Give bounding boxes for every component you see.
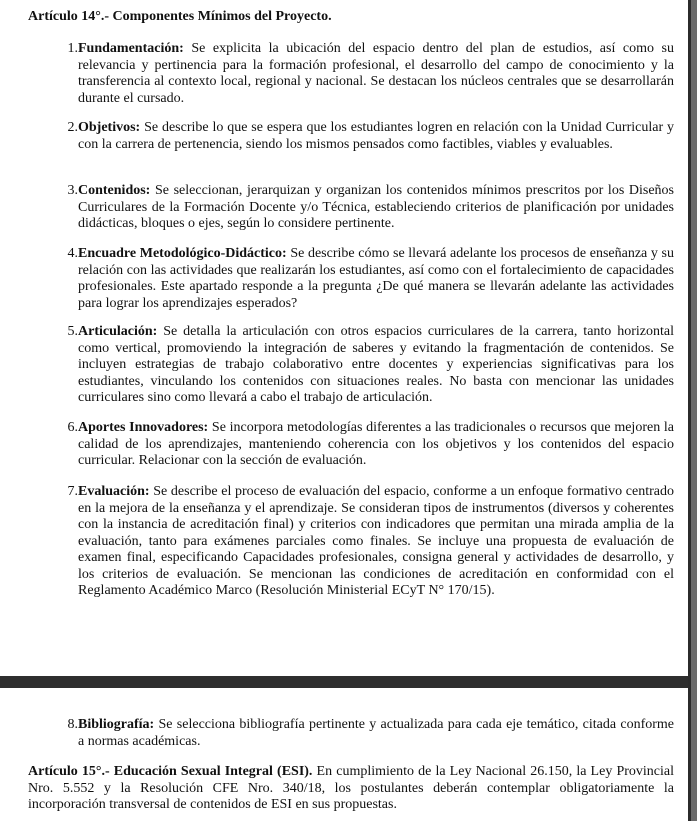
item-number: 6. (67, 420, 78, 435)
item-term: Fundamentación: (78, 41, 184, 56)
list-item-encuadre (58, 246, 674, 312)
viewer-right-edge (688, 0, 697, 821)
item-text: Se seleccionan, jerarquizan y organizan los contenidos mínimos prescritos por los Diseños Curriculares de la Formación Docente y/o Técnica, estableciendo criterios de planificación por unidades didácticas, bloques o ejes, según lo considere pertinente. (78, 183, 674, 231)
item-number: 5. (67, 324, 78, 339)
item-number: 4. (67, 246, 78, 261)
list-item-contenidos (58, 183, 674, 233)
page-sheet-lower (0, 688, 688, 821)
article-15-heading: Artículo 15°.- Educación Sexual Integral (ESI). (28, 764, 313, 779)
list-item-bibliografia (58, 717, 674, 750)
list-item-objetivos (58, 120, 674, 153)
page-break-divider (0, 676, 697, 688)
list-item-evaluacion (58, 484, 674, 600)
item-text: Se selecciona bibliografía pertinente y actualizada para cada eje temático, citada conforme a normas académicas. (78, 717, 674, 749)
article-15-paragraph (28, 764, 674, 814)
item-text: Se describe lo que se espera que los estudiantes logren en relación con la Unidad Curricular y con la carrera de pertenencia, siendo los mismos pensados como factibles, viables y evaluables. (78, 120, 674, 152)
list-item-fundamentacion (58, 41, 674, 107)
item-term: Bibliografía: (78, 717, 155, 732)
item-term: Encuadre Metodológico-Didáctico: (78, 246, 287, 261)
item-text: Se explicita la ubicación del espacio dentro del plan de estudios, así como su relevancia y pertinencia para la formación profesional, el desarrollo del campo de conocimiento y la transferencia al contexto local, regional y nacional. Se destacan los núcleos centrales que se desarrollarán durante el cursado. (78, 41, 674, 106)
item-number: 8. (67, 717, 78, 732)
item-number: 2. (67, 120, 78, 135)
item-number: 7. (67, 484, 78, 499)
item-term: Aportes Innovadores: (78, 420, 209, 435)
item-text: Se describe cómo se llevará adelante los procesos de enseñanza y su relación con las actividades que realizarán los estudiantes, así como con el fortalecimiento de capacidades profesionales. Este apartado responde a la pregunta ¿De qué manera se llevarán adelante las actividades para lograr los aprendizajes esperados? (78, 246, 674, 311)
article-14-heading: Artículo 14°.- Componentes Mínimos del Proyecto. (28, 9, 332, 24)
item-number: 1. (67, 41, 78, 56)
item-text: Se describe el proceso de evaluación del espacio, conforme a un enfoque formativo centrado en la mejora de la enseñanza y el aprendizaje. Se consideran tipos de instrumentos (diversos y coherentes con la instancia de acreditación final) y criterios con indicadores que permitan una mirada amplia de la evaluación, tanto para exámenes parciales como finales. Se incluye una propuesta de evaluación de examen final, especificando Capacidades profesionales, consigna general y actividades de desarrollo, y los criterios de evaluación. Se mencionan las condiciones de acreditación en conformidad con el Reglamento Académico Marco (Resolución Ministerial ECyT N° 170/15). (78, 484, 674, 598)
list-item-articulacion (58, 324, 674, 407)
item-term: Objetivos: (78, 120, 141, 135)
item-term: Evaluación: (78, 484, 150, 499)
item-term: Contenidos: (78, 183, 151, 198)
item-text: Se detalla la articulación con otros espacios curriculares de la carrera, tanto horizontal como vertical, promoviendo la integración de saberes y evitando la fragmentación de contenidos. Se incluyen estrategias de trabajo colaborativo entre docentes y experiencias significativas para los estudiantes, vinculando los contenidos con situaciones reales. No basta con mencionar las unidades curriculares sino como llevará a cabo el trabajo de articulación. (78, 324, 674, 405)
item-text: Se incorpora metodologías diferentes a las tradicionales o recursos que mejoren la calidad de los aprendizajes, manteniendo coherencia con los objetivos y los contenidos del espacio curricular. Relacionar con la sección de evaluación. (78, 420, 674, 468)
list-item-aportes (58, 420, 674, 470)
item-number: 3. (67, 183, 78, 198)
article-15-text: En cumplimiento de la Ley Nacional 26.150, la Ley Provincial Nro. 5.552 y la Resolución CFE Nro. 340/18, los postulantes deberán contemplar obligatoriamente la incorporación transversal de contenidos de ESI en sus propuestas. (28, 764, 674, 812)
item-term: Articulación: (78, 324, 158, 339)
